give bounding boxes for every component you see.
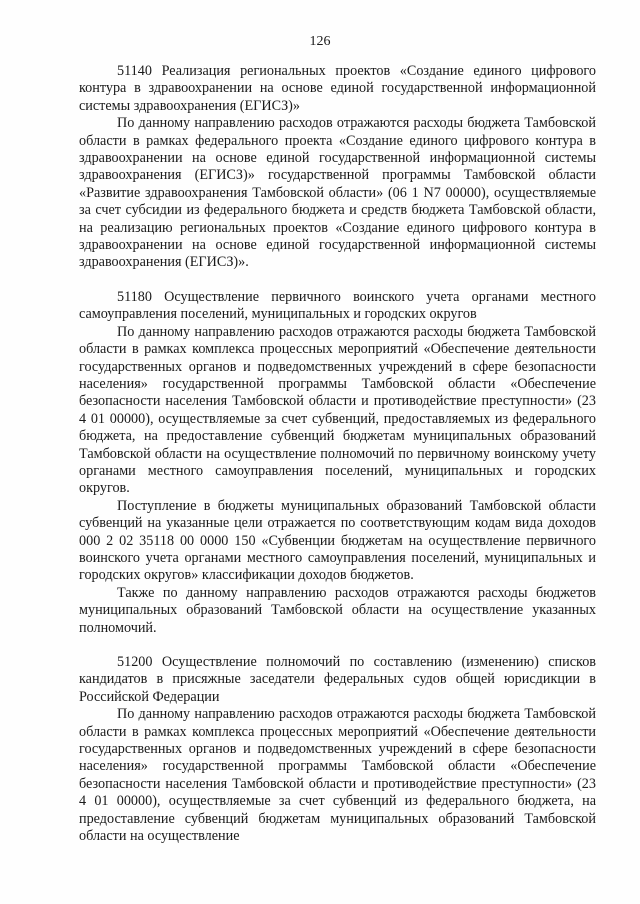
paragraph-51180-municipal: Также по данному направлению расходов отражаются расходы бюджетов муниципальных образований Тамбовской области на осуществление указанных полномочий. bbox=[79, 584, 596, 636]
paragraph-51180-description: По данному направлению расходов отражаются расходы бюджета Тамбовской области в рамках комплекса процессных мероприятий «Обеспечение деятельности государственных органов и подведомственных учреждений в сфере безопасности населения» государственной программы Тамбовской области «Обеспечение безопасности населения Тамбовской области и противодействие преступности» (23 4 01 00000), осуществляемые за счет субвенций, предоставляемых из федерального бюджета, на предоставление субвенций бюджетам муниципальных образований Тамбовской области на осуществление полномочий по первичному воинскому учету органами местного самоуправления поселений, муниципальных и городских округов. bbox=[79, 323, 596, 497]
section-heading-51180: 51180 Осуществление первичного воинского учета органами местного самоуправления поселений, муниципальных и городских округов bbox=[79, 288, 596, 323]
paragraph-51180-revenue: Поступление в бюджеты муниципальных образований Тамбовской области субвенций на указанные цели отражается по соответствующим кодам вида доходов 000 2 02 35118 00 0000 150 «Субвенции бюджетам на осуществление первичного воинского учета органами местного самоуправления поселений, муниципальных и городских округов» классификации доходов бюджетов. bbox=[79, 497, 596, 584]
paragraph-51200-description: По данному направлению расходов отражаются расходы бюджета Тамбовской области в рамках комплекса процессных мероприятий «Обеспечение деятельности государственных органов и подведомственных учреждений в сфере безопасности населения» государственной программы Тамбовской области «Обеспечение безопасности населения Тамбовской области и противодействие преступности» (23 4 01 00000), осуществляемые за счет субвенций из федерального бюджета, на предоставление субвенций бюджетам муниципальных образований Тамбовской области на осуществление bbox=[79, 706, 596, 845]
section-heading-51140: 51140 Реализация региональных проектов «Создание единого цифрового контура в здравоохранении на основе единой государственной информационной системы здравоохранения (ЕГИСЗ)» bbox=[79, 63, 596, 114]
page-number: 126 bbox=[309, 34, 331, 49]
paragraph-51140-description: По данному направлению расходов отражаются расходы бюджета Тамбовской области в рамках федерального проекта «Создание единого цифрового контура в здравоохранении на основе единой государственной информационной системы здравоохранения (ЕГИСЗ)» государственной программы Тамбовской области «Развитие здравоохранения Тамбовской области» (06 1 N7 00000), осуществляемые за счет субсидии из федерального бюджета и средств бюджета Тамбовской области, на реализацию региональных проектов «Создание единого цифрового контура в здравоохранении на основе единой государственной информационной системы здравоохранения (ЕГИСЗ)». bbox=[79, 115, 596, 271]
document-body bbox=[79, 63, 596, 845]
section-heading-51200: 51200 Осуществление полномочий по составлению (изменению) списков кандидатов в присяжные заседатели федеральных судов общей юрисдикции в Российской Федерации bbox=[79, 654, 596, 705]
